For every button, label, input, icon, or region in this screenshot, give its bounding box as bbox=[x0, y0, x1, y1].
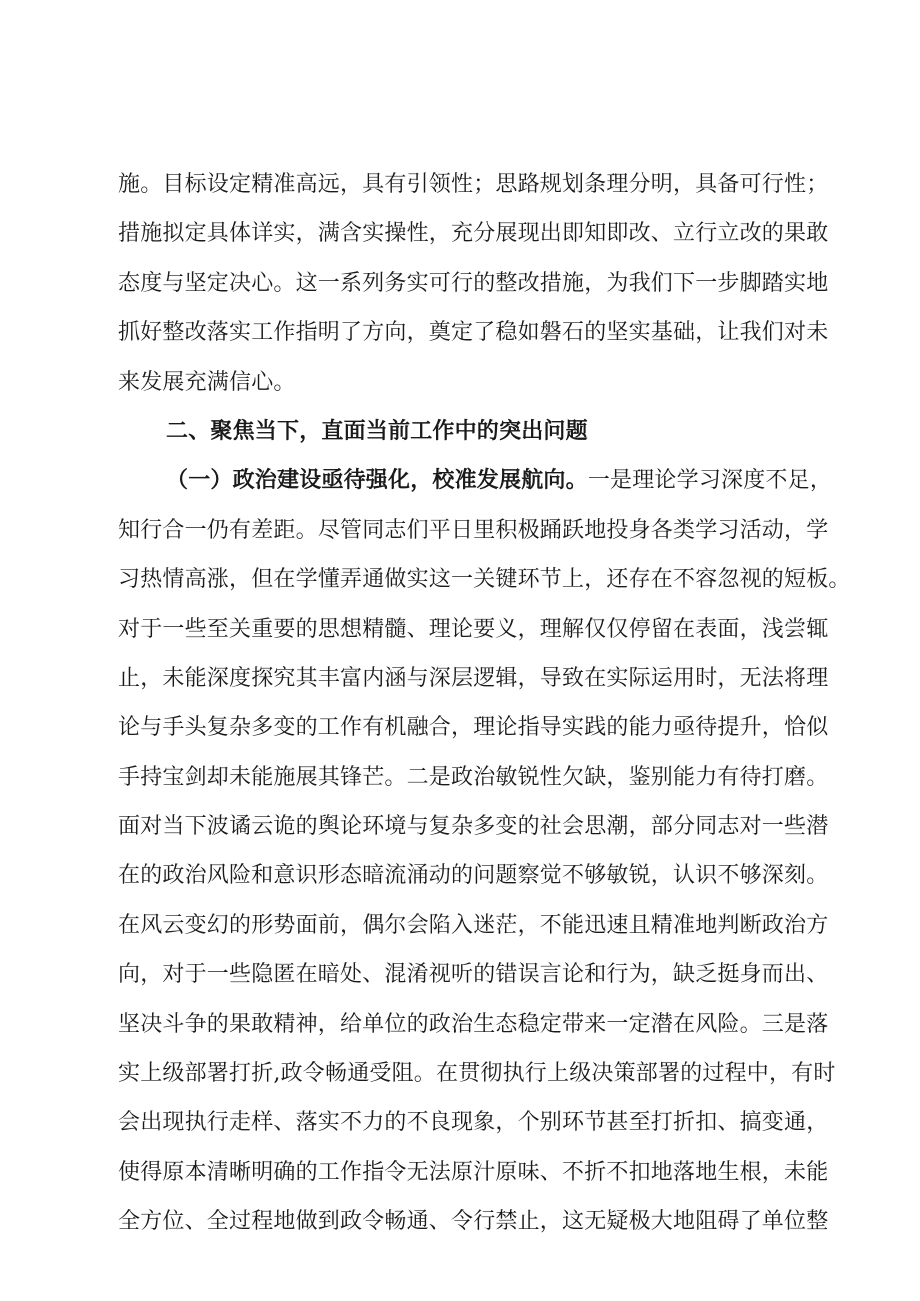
text-line: 在的政治风险和意识形态暗流涌动的问题察觉不够敏锐，认识不够深刻。 bbox=[118, 863, 829, 889]
text-line: 向，对于一些隐匿在暗处、混淆视听的错误言论和行为，缺乏挺身而出、 bbox=[118, 962, 829, 988]
text-line: 知行合一仍有差距。尽管同志们平日里积极踊跃地投身各类学习活动，学 bbox=[118, 517, 829, 543]
text-line: 论与手头复杂多变的工作有机融合，理论指导实践的能力亟待提升，恰似 bbox=[118, 715, 829, 741]
text-line: 面对当下波谲云诡的舆论环境与复杂多变的社会思潮，部分同志对一些潜 bbox=[118, 814, 829, 840]
text-line: 抓好整改落实工作指明了方向，奠定了稳如磐石的坚实基础，让我们对未 bbox=[118, 320, 829, 346]
subsection-first-line bbox=[118, 456, 833, 505]
text-line: 使得原本清晰明确的工作指令无法原汁原味、不折不扣地落地生根，未能 bbox=[118, 1159, 829, 1185]
text-line: 对于一些至关重要的思想精髓、理论要义，理解仅仅停留在表面，浅尝辄 bbox=[118, 616, 829, 642]
subsection-heading: （一）政治建设亟待强化，校准发展航向。 bbox=[166, 467, 588, 494]
text-line: 来发展充满信心。 bbox=[118, 369, 296, 395]
text-line: 坚决斗争的果敢精神，给单位的政治生态稳定带来一定潜在风险。三是落 bbox=[118, 1011, 829, 1037]
text-line: 施。目标设定精准高远，具有引领性；思路规划条理分明，具备可行性； bbox=[118, 172, 829, 197]
text-line: 手持宝剑却未能施展其锋芒。二是政治敏锐性欠缺，鉴别能力有待打磨。 bbox=[118, 764, 829, 790]
text-line: 止，未能深度探究其丰富内涵与深层逻辑，导致在实际运用时，无法将理 bbox=[118, 665, 829, 691]
text-line: 在风云变幻的形势面前，偶尔会陷入迷茫，不能迅速且精准地判断政治方 bbox=[118, 912, 829, 938]
text-line: 会出现执行走样、落实不力的不良现象，个别环节甚至打折扣、搞变通， bbox=[118, 1110, 829, 1136]
section-heading: 二、聚焦当下，直面当前工作中的突出问题 bbox=[166, 417, 588, 444]
text-line: 习热情高涨，但在学懂弄通做实这一关键环节上，还存在不容忽视的短板。 bbox=[118, 567, 851, 593]
text-line: 实上级部署打折,政令畅通受阻。在贯彻执行上级决策部署的过程中，有时 bbox=[118, 1061, 836, 1087]
text-line: 全方位、全过程地做到政令畅通、令行禁止，这无疑极大地阻碍了单位整 bbox=[118, 1209, 829, 1235]
text-line: 措施拟定具体详实，满含实操性，充分展现出即知即改、立行立改的果敢 bbox=[118, 221, 829, 247]
document-body bbox=[118, 160, 851, 1247]
text-line: 态度与坚定决心。这一系列务实可行的整改措施，为我们下一步脚踏实地 bbox=[118, 270, 829, 296]
text-fragment: 一是理论学习深度不足， bbox=[587, 468, 833, 494]
